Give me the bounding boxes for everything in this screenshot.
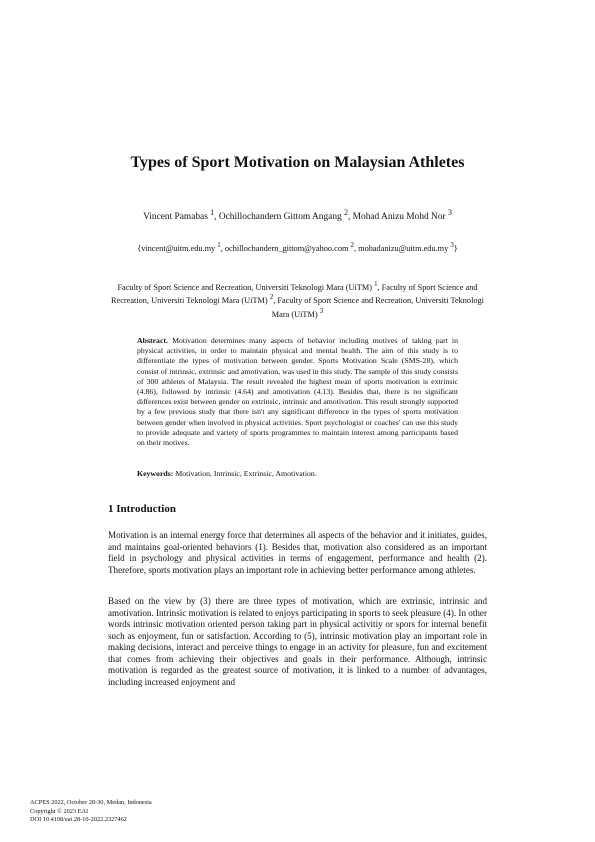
keywords	[137, 469, 458, 478]
email-text: , ochillochandern_gittom@yahoo.com	[220, 243, 349, 253]
affiliation-text: , Faculty of Sport Science and Recreation, Universiti Teknologi Mara (UiTM)	[111, 282, 478, 306]
section-heading: 1 Introduction	[108, 503, 176, 515]
keywords-text: Motivation, Intrinsic, Extrinsic, Amotivation.	[173, 469, 317, 478]
author-name: , Ochillochandern Gittom Angang	[214, 212, 342, 223]
affiliation-index: 2	[269, 294, 274, 302]
abstract	[137, 336, 458, 448]
keywords-label: Keywords:	[137, 469, 174, 478]
author-emails	[60, 242, 535, 253]
paper-title: Types of Sport Motivation on Malaysian Athletes	[130, 154, 465, 171]
author-index: 1	[210, 208, 215, 217]
email-text: {vincent@uitm.edu.my	[137, 243, 216, 253]
author-list	[60, 208, 535, 222]
abstract-text: Motivation determines many aspects of behavior including motives of taking part in physical activities, in order to maintain physical and mental health. The aim of this study is to differentiate the types of motivation between gender. Sports Motivation Scale (SMS-28), which consist of intrinsic, extrinsic and amotivation, was used in this study. The sample of this study consists of 300 athletes of Malaysia. The result revealed the highest mean of sports motivation is extrinsic (4.86), followed by intrinsic (4.64) and amotivation (4.13). Besides that, there is no significant differences exist between gender on extrinsic, intrinsic and amotivation. This result strongly supported by a few previous study that there isn't any significant difference in the types of sports motivation between gender when involved in physical activities. Sport psychologist or coaches' can use this study to provide adequate and variety of sports programmes to maintain interest among participants based on their motives.	[137, 336, 458, 448]
email-text: , mohadanizu@uitm.edu.my	[353, 243, 449, 253]
page-footer	[30, 799, 152, 825]
author-name: , Mohad Anizu Mohd Nor	[347, 212, 446, 223]
affiliation-index: 3	[319, 307, 324, 315]
email-index: 2	[350, 242, 354, 249]
conference-info: ACPES 2022, October 28-30, Medan, Indonesia	[30, 799, 152, 806]
body-paragraph: Based on the view by (3) there are three types of motivation, which are extrinsic, intrinsic and amotivation. Intrinsic motivation is related to enjoys participating in sports to seek pleasure (4). In other words intrinsic motivation oriented person taking part in physical activitiy or spors for internal benefit such as enjoyment, fun or satisfaction. According to (5), intrinsic motivation play an important role in making decisions, interact and perceive things to engage in an activity for pleasure, fun and excitement that comes from achieving their objectives and goals in their performance. Although, intrinsic motivation is regarded as the greatest source of motivation, it is linked to a number of advantages, including increased enjoyment and	[108, 596, 487, 687]
affiliation-index: 1	[374, 281, 378, 288]
author-index: 3	[447, 208, 452, 217]
affiliation-text: , Faculty of Sport Science and Recreation, Universiti Teknologi Mara (UiTM)	[271, 296, 484, 319]
email-index: 3	[450, 242, 454, 249]
doi-link[interactable]: DOI 10.4108/eai.28-10-2022.2327462	[30, 816, 127, 824]
email-text: }	[453, 243, 458, 253]
affiliations	[102, 280, 493, 320]
author-name: Vincent Pamabas	[143, 212, 208, 223]
author-index: 2	[344, 208, 348, 217]
copyright-notice: Copyright © 2023 EAI	[30, 807, 89, 815]
body-paragraph: Motivation is an internal energy force that determines all aspects of the behavior and it initiates, guides, and maintains goal-oriented behaviors (1). Besides that, motivation also considered as an important field in psychology and physical activities in terms of engagement, performance and health (2). Therefore, sports motivation plays an important role in achieving better performance among athletes.	[108, 530, 487, 575]
abstract-label: Abstract.	[137, 336, 168, 345]
email-index: 1	[217, 242, 221, 249]
affiliation-text: Faculty of Sport Science and Recreation, Universiti Teknologi Mara (UiTM)	[117, 282, 372, 292]
